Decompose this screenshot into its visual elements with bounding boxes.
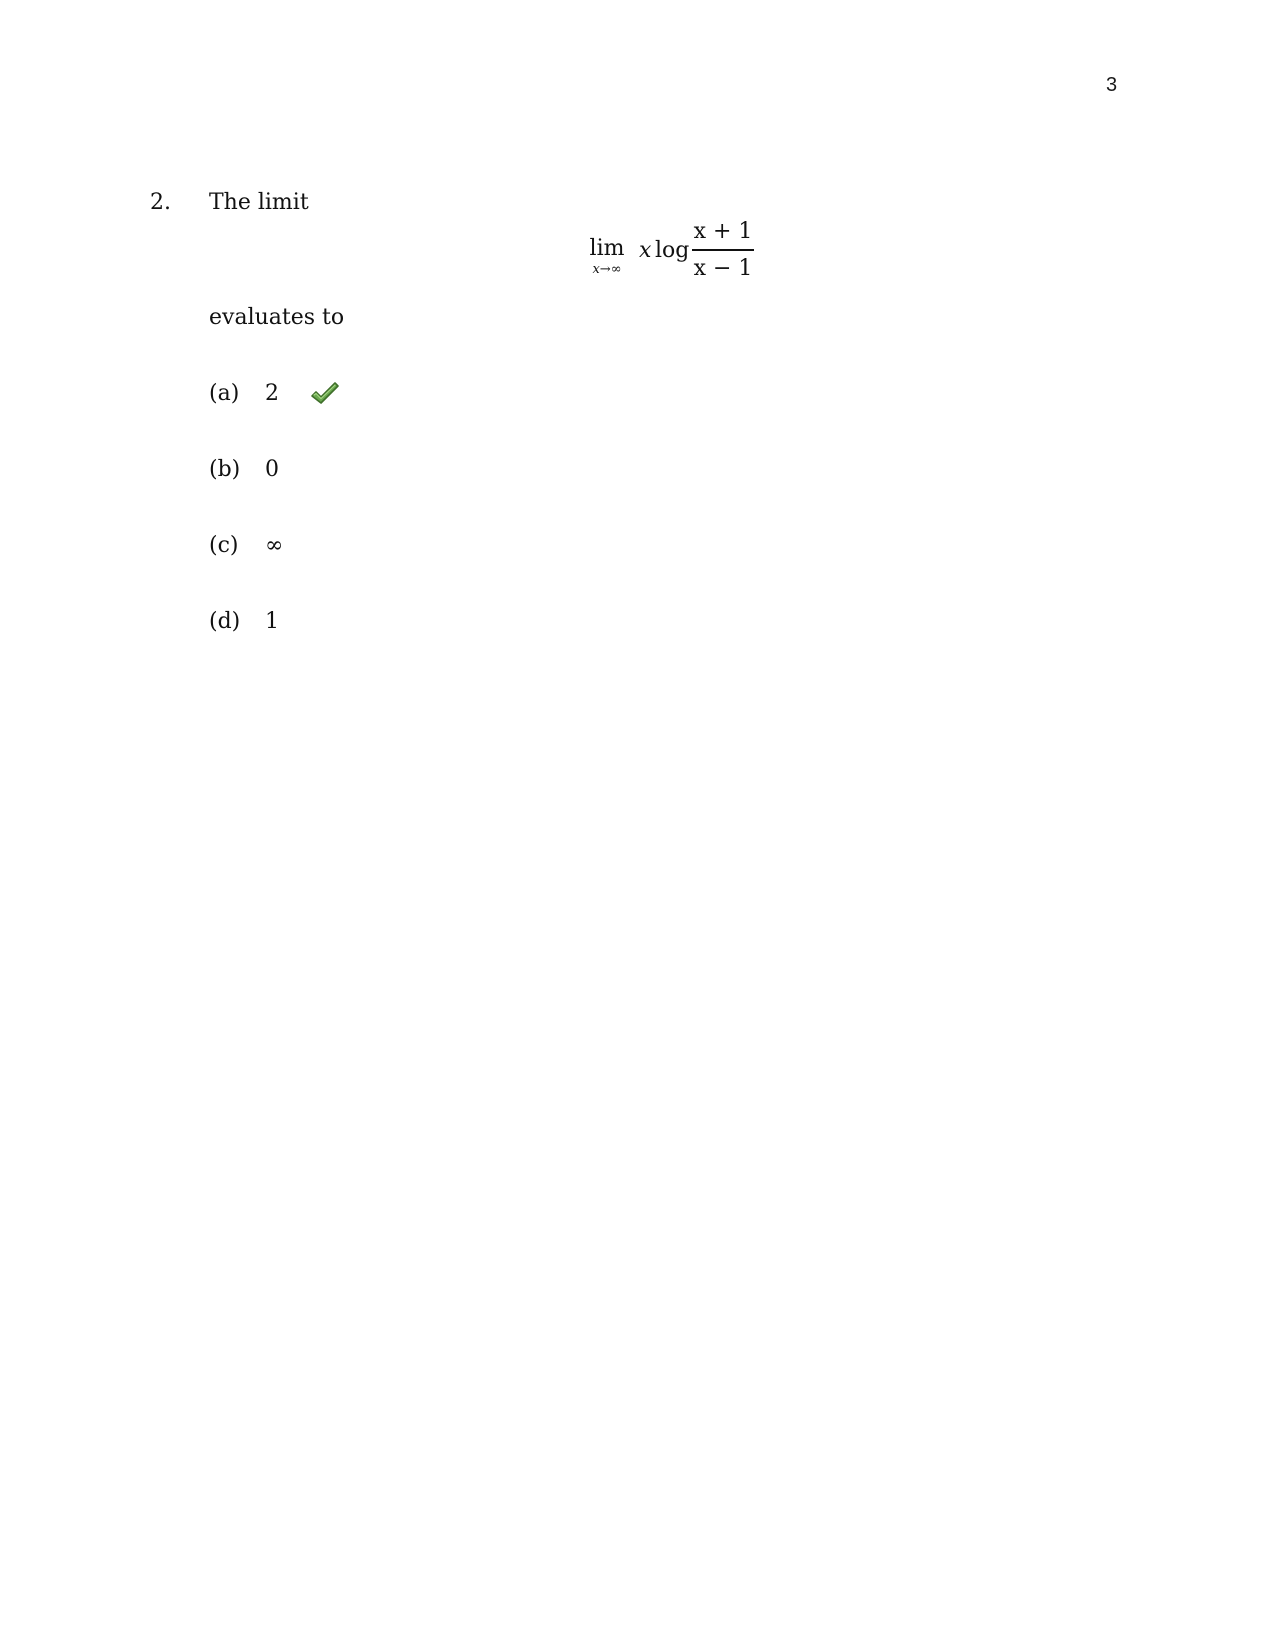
limit-subscript: x→∞ — [592, 262, 622, 277]
option-label: (d) — [209, 609, 241, 634]
fraction-bar — [692, 249, 754, 251]
option-value: 0 — [265, 457, 279, 482]
option-label: (c) — [209, 533, 239, 558]
option-value: 2 — [265, 381, 279, 406]
option-value: ∞ — [265, 533, 284, 558]
formula-fraction — [692, 218, 754, 283]
limit-formula — [582, 218, 757, 286]
question-number: 2. — [150, 190, 171, 215]
limit-word: lim — [589, 236, 625, 261]
question-outro: evaluates to — [209, 305, 345, 330]
option-label: (a) — [209, 381, 240, 406]
fraction-numerator: x + 1 — [693, 219, 753, 244]
limit-operator — [582, 238, 632, 278]
page-number: 3 — [1106, 74, 1118, 96]
question-intro: The limit — [209, 190, 309, 215]
option-value: 1 — [265, 609, 279, 634]
formula-variable: x — [639, 238, 652, 263]
checkmark-icon — [310, 381, 340, 409]
formula-log: log — [655, 238, 690, 263]
option-label: (b) — [209, 457, 241, 482]
fraction-denominator: x − 1 — [693, 256, 753, 281]
